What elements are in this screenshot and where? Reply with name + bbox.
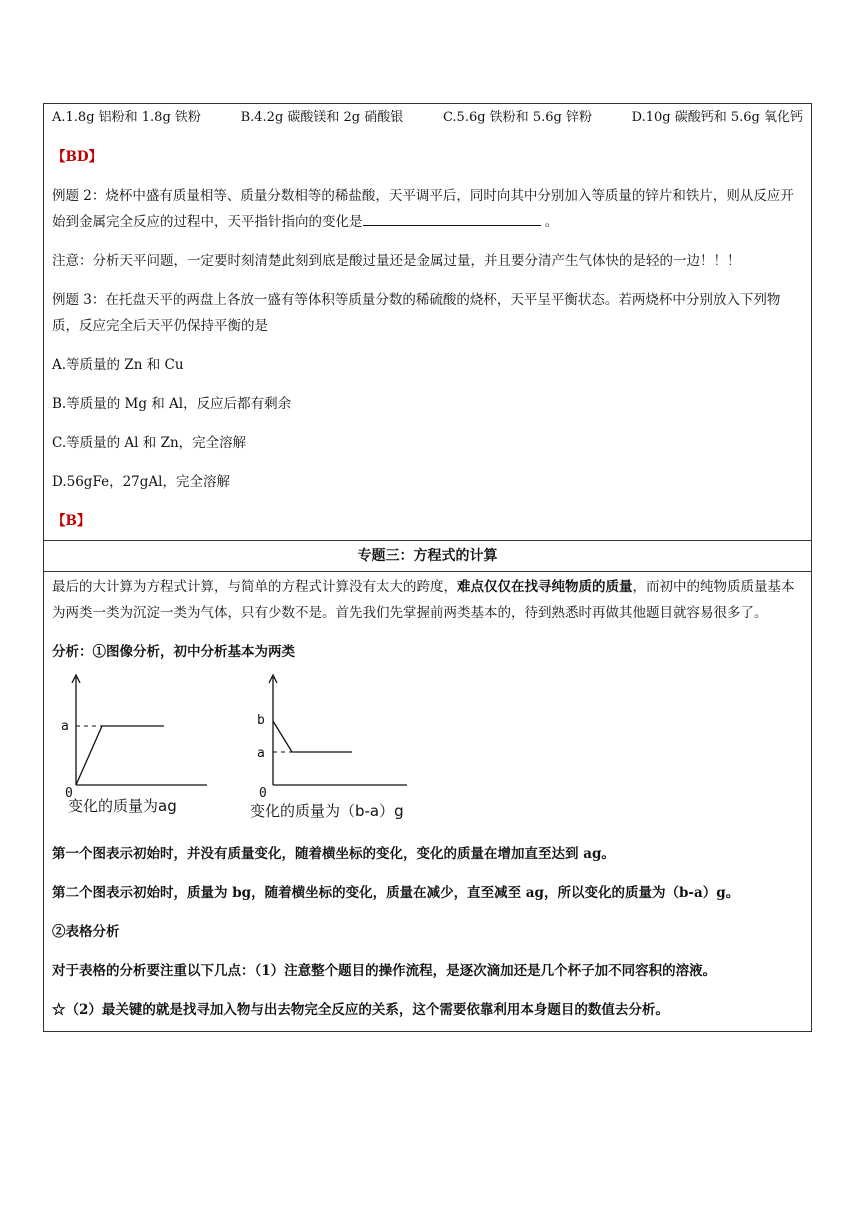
graph-decrease bbox=[242, 673, 412, 798]
graph2-description: 第二个图表示初始时，质量为 bg，随着横坐标的变化，质量在减少，直至减至 ag，所以变化的质量为（b-a）g。 bbox=[52, 885, 740, 901]
intro-paragraph bbox=[52, 574, 803, 626]
choice-b: B.等质量的 Mg 和 Al，反应后都有剩余 bbox=[52, 396, 292, 412]
graph-increase bbox=[52, 673, 222, 798]
graph1-label-0: 0 bbox=[65, 786, 73, 798]
graph1-label-a: a bbox=[61, 719, 69, 734]
option-b: B.4.2g 碳酸镁和 2g 硝酸银 bbox=[240, 110, 404, 125]
note: 注意：分析天平问题，一定要时刻清楚此刻到底是酸过量还是金属过量，并且要分清产生气体快的是轻的一边！！！ bbox=[52, 253, 741, 269]
graphs-area bbox=[52, 665, 803, 825]
example-2-text: 例题 2：烧杯中盛有质量相等、质量分数相等的稀盐酸，天平调平后，同时向其中分别加入等质量的锌片和铁片，则从反应开始到金属完全反应的过程中，天平指针指向的变化是 bbox=[52, 188, 794, 230]
section-heading: 专题三：方程式的计算 bbox=[44, 541, 811, 572]
content-table bbox=[43, 103, 812, 1032]
graph2-label-a: a bbox=[257, 746, 265, 761]
intro-text-2: ，而初中的纯物质质量基本为两类一类为沉淀一类为气体，只有少数不是。首先我们先掌握前两类基本的，待到熟悉时再做其他题目就容易很多了。 bbox=[52, 579, 795, 621]
analysis-title: 分析：①图像分析，初中分析基本为两类 bbox=[52, 644, 295, 660]
choice-d: D.56gFe，27gAl，完全溶解 bbox=[52, 474, 230, 490]
example-2 bbox=[52, 183, 803, 235]
choice-c: C.等质量的 Al 和 Zn，完全溶解 bbox=[52, 435, 247, 451]
blank-line bbox=[363, 211, 541, 226]
option-c: C.5.6g 铁粉和 5.6g 锌粉 bbox=[442, 110, 592, 125]
intro-text-1: 最后的大计算为方程式计算，与简单的方程式计算没有太大的跨度， bbox=[52, 579, 457, 595]
example-2-end: 。 bbox=[544, 214, 559, 230]
table-point-1: 对于表格的分析要注重以下几点：（1）注意整个题目的操作流程，是逐次滴加还是几个杯子加不同容积的溶液。 bbox=[52, 963, 717, 979]
graph2-label-0: 0 bbox=[259, 786, 267, 798]
answer-b: 【B】 bbox=[52, 513, 91, 529]
table-analysis-title: ②表格分析 bbox=[52, 924, 120, 940]
table-point-2: ☆（2）最关键的就是找寻加入物与出去物完全反应的关系，这个需要依靠利用本身题目的数值去分析。 bbox=[52, 1002, 669, 1018]
graph1-description: 第一个图表示初始时，并没有质量变化，随着横坐标的变化，变化的质量在增加直至达到 ag。 bbox=[52, 846, 615, 862]
answer-bd: 【BD】 bbox=[52, 149, 103, 165]
graph2-caption: 变化的质量为（b-a）g bbox=[250, 802, 404, 820]
choice-a: A.等质量的 Zn 和 Cu bbox=[52, 357, 184, 373]
section-equation-calc bbox=[44, 574, 811, 1031]
option-a: A.1.8g 铝粉和 1.8g 铁粉 bbox=[52, 110, 201, 125]
intro-emphasis: 难点仅仅在找寻纯物质的质量 bbox=[457, 579, 633, 595]
option-d: D.10g 碳酸钙和 5.6g 氧化钙 bbox=[631, 110, 803, 125]
example-3: 例题 3：在托盘天平的两盘上各放一盛有等体积等质量分数的稀硫酸的烧杯，天平呈平衡状态。若两烧杯中分别放入下列物质，反应完全后天平仍保持平衡的是 bbox=[52, 292, 781, 334]
graph2-label-b: b bbox=[257, 713, 265, 728]
answer-options bbox=[52, 104, 803, 131]
section-balance-examples bbox=[44, 104, 811, 541]
graph1-caption: 变化的质量为ag bbox=[68, 797, 177, 815]
